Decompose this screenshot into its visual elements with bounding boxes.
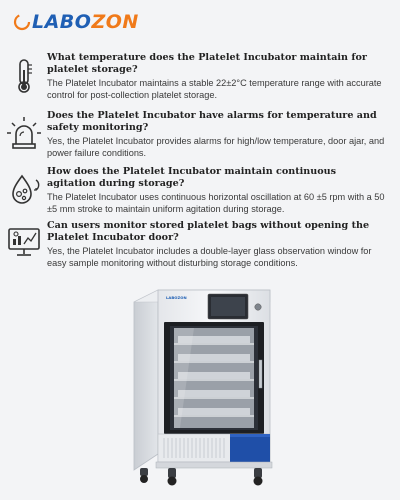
agitation-drops-icon [6,172,42,208]
cabinet-logo: LABOZON [166,295,187,300]
faq-answer: The Platelet Incubator maintains a stable 22±2°C temperature range with accurate control for post-collection platelet storage. [47,78,382,101]
platelet-incubator-image [120,282,290,497]
logo-text-left: LABO [32,10,92,33]
monitor-dashboard-icon [6,224,42,260]
alarm-siren-icon [6,116,42,152]
logo-mark-icon [13,13,31,31]
faq-question: What temperature does the Platelet Incubator maintain for platelet storage? [47,52,367,75]
thermometer-icon [6,58,42,94]
faq-question: Can users monitor stored platelet bags without opening the Platelet Incubator door? [47,220,370,243]
brand-logo [13,11,139,33]
logo-text-right: ZON [91,10,139,33]
faq-question: How does the Platelet Incubator maintain continuous agitation during storage? [47,166,337,189]
faq-question: Does the Platelet Incubator have alarms for temperature and safety monitoring? [47,110,377,133]
faq-answer: The Platelet Incubator uses continuous horizontal oscillation at 60 ±5 rpm with a 50 ±5 mm stroke to maintain uniform agitation during storage. [47,192,385,215]
faq-answer: Yes, the Platelet Incubator includes a double-layer glass observation window for easy sample monitoring without disturbing storage conditions. [47,246,372,269]
faq-answer: Yes, the Platelet Incubator provides alarms for high/low temperature, door ajar, and power failure conditions. [47,136,385,159]
